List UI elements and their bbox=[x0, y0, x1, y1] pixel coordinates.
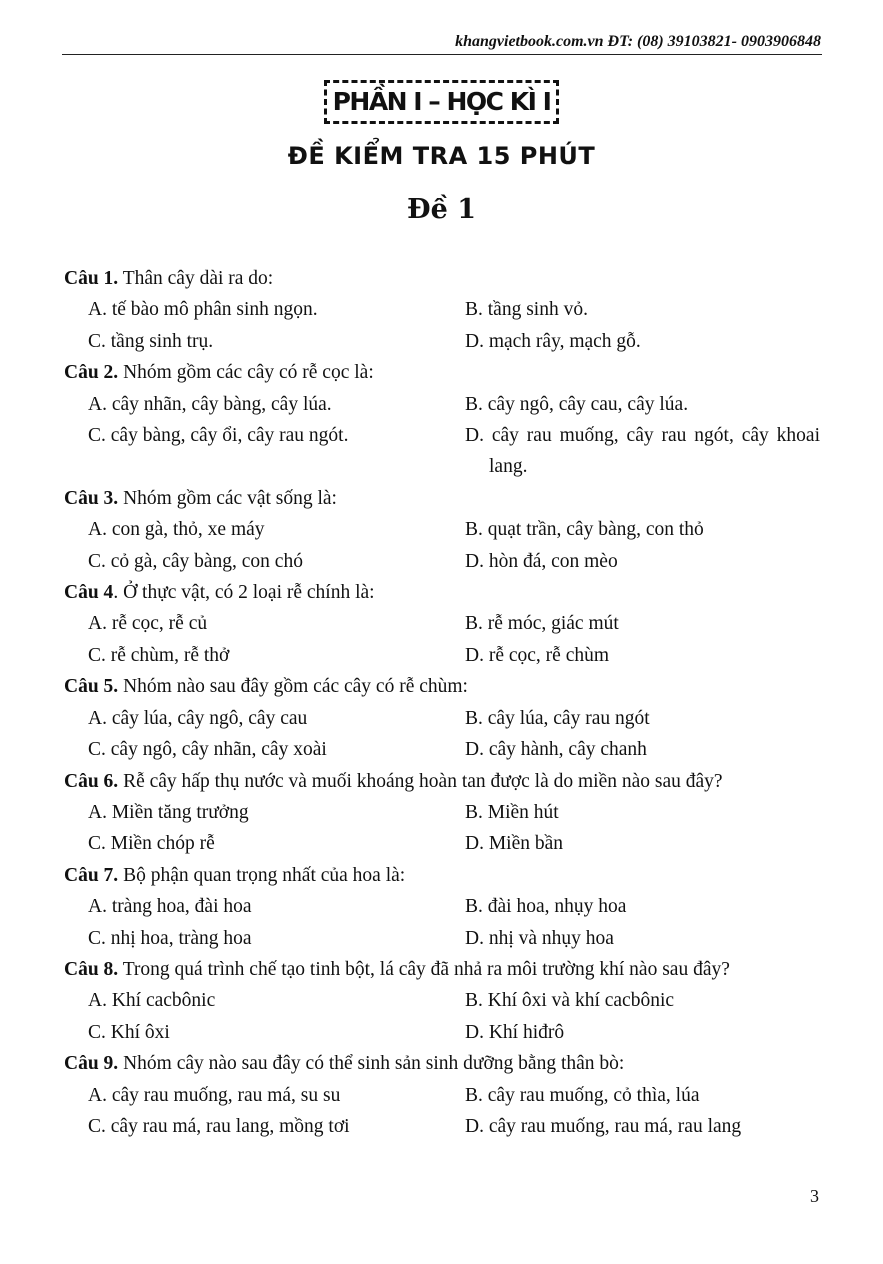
question-1 bbox=[64, 263, 820, 357]
question-stem bbox=[64, 263, 820, 294]
option-b: B. Khí ôxi và khí cacbônic bbox=[465, 990, 675, 1012]
option-b: B. quạt trần, cây bàng, con thỏ bbox=[465, 519, 704, 541]
question-stem bbox=[64, 766, 820, 797]
option-b: B. cây ngô, cây cau, cây lúa. bbox=[465, 393, 689, 415]
option-d: D. Khí hiđrô bbox=[465, 1021, 565, 1043]
page-number: 3 bbox=[810, 1186, 819, 1206]
option-a: A. Miền tăng trưởng bbox=[88, 801, 249, 823]
question-stem bbox=[64, 1048, 820, 1079]
question-text: . Ở thực vật, có 2 loại rễ chính là: bbox=[113, 582, 375, 604]
option-c: C. Khí ôxi bbox=[88, 1021, 170, 1043]
option-a: A. rễ cọc, rễ củ bbox=[88, 613, 208, 635]
question-5 bbox=[64, 671, 820, 765]
question-stem bbox=[64, 577, 820, 608]
question-text: Rễ cây hấp thụ nước và muối khoáng hoàn tan được là do miền nào sau đây? bbox=[118, 770, 723, 792]
option-b: B. cây rau muống, cỏ thìa, lúa bbox=[465, 1084, 700, 1106]
option-c: C. cây ngô, cây nhãn, cây xoài bbox=[88, 739, 327, 761]
answer-options bbox=[64, 985, 820, 1048]
option-a: A. tràng hoa, đài hoa bbox=[88, 896, 252, 918]
question-stem bbox=[64, 671, 820, 702]
question-text: Bộ phận quan trọng nhất của hoa là: bbox=[118, 864, 406, 886]
question-text: Nhóm gồm các cây có rễ cọc là: bbox=[118, 362, 374, 384]
option-c: C. cây rau má, rau lang, mồng tơi bbox=[88, 1115, 350, 1137]
question-number: Câu 5. bbox=[64, 676, 119, 698]
question-number: Câu 8. bbox=[64, 958, 119, 980]
question-list bbox=[64, 263, 820, 1142]
question-3 bbox=[64, 483, 820, 577]
question-text: Thân cây dài ra do: bbox=[118, 268, 274, 289]
question-9 bbox=[64, 1048, 820, 1142]
answer-options bbox=[64, 891, 820, 954]
page-header: khangvietbook.com.vn ĐT: (08) 39103821- 0903906848 bbox=[455, 33, 821, 50]
question-number: Câu 2. bbox=[64, 362, 119, 384]
question-2 bbox=[64, 357, 820, 483]
option-d: D. cây rau muống, rau má, rau lang bbox=[465, 1115, 742, 1137]
option-a: A. con gà, thỏ, xe máy bbox=[88, 519, 265, 541]
option-c: C. tầng sinh trụ. bbox=[88, 330, 214, 352]
option-d: D. nhị và nhụy hoa bbox=[465, 927, 614, 949]
question-number: Câu 3. bbox=[64, 487, 119, 509]
option-a: A. cây rau muống, rau má, su su bbox=[88, 1084, 341, 1106]
question-number: Câu 9. bbox=[64, 1053, 119, 1075]
answer-options bbox=[64, 514, 820, 577]
option-a: A. tế bào mô phân sinh ngọn. bbox=[88, 299, 318, 321]
option-c: C. rễ chùm, rễ thở bbox=[88, 644, 230, 666]
option-d: D. cây hành, cây chanh bbox=[465, 739, 647, 761]
answer-options bbox=[64, 703, 820, 766]
option-b: B. tầng sinh vỏ. bbox=[465, 299, 588, 321]
answer-options bbox=[64, 1080, 820, 1143]
option-b: B. rễ móc, giác mút bbox=[465, 613, 619, 635]
option-c: C. nhị hoa, tràng hoa bbox=[88, 927, 252, 949]
question-text: Trong quá trình chế tạo tinh bột, lá cây đã nhả ra môi trường khí nào sau đây? bbox=[118, 958, 730, 980]
exam-title: ĐỀ KIỂM TRA 15 PHÚT bbox=[287, 142, 596, 170]
option-c: C. Miền chóp rễ bbox=[88, 833, 215, 855]
question-text: Nhóm nào sau đây gồm các cây có rễ chùm: bbox=[118, 676, 468, 698]
option-d: D. hòn đá, con mèo bbox=[465, 550, 618, 572]
answer-options bbox=[64, 294, 820, 357]
question-4 bbox=[64, 577, 820, 671]
option-d: D. Miền bần bbox=[465, 833, 564, 855]
option-d: D. mạch rây, mạch gỗ. bbox=[465, 330, 641, 352]
question-text: Nhóm gồm các vật sống là: bbox=[118, 487, 337, 509]
option-b: B. cây lúa, cây rau ngót bbox=[465, 707, 650, 729]
answer-options bbox=[64, 389, 820, 483]
option-d: D. rễ cọc, rễ chùm bbox=[465, 644, 610, 666]
question-8 bbox=[64, 954, 820, 1048]
question-stem bbox=[64, 483, 820, 514]
section-title-container bbox=[0, 80, 883, 124]
question-6 bbox=[64, 766, 820, 860]
option-c: C. cây bàng, cây ổi, cây rau ngót. bbox=[88, 425, 349, 447]
question-text: Nhóm cây nào sau đây có thể sinh sản sinh dưỡng bằng thân bò: bbox=[118, 1053, 625, 1075]
question-7 bbox=[64, 860, 820, 954]
option-a: A. cây lúa, cây ngô, cây cau bbox=[88, 707, 308, 729]
question-stem bbox=[64, 357, 820, 388]
question-number: Câu 6. bbox=[64, 770, 119, 792]
option-c: C. cỏ gà, cây bàng, con chó bbox=[88, 550, 303, 572]
option-b: B. Miền hút bbox=[465, 801, 559, 823]
question-number: Câu 7. bbox=[64, 864, 119, 886]
option-d: D. cây rau muống, cây rau ngót, cây khoai lang. bbox=[465, 425, 820, 478]
option-a: A. Khí cacbônic bbox=[88, 990, 216, 1012]
question-stem bbox=[64, 860, 820, 891]
answer-options bbox=[64, 797, 820, 860]
option-a: A. cây nhãn, cây bàng, cây lúa. bbox=[88, 393, 332, 415]
question-number: Câu 1. bbox=[64, 268, 119, 289]
answer-options bbox=[64, 608, 820, 671]
exam-number: Đề 1 bbox=[407, 194, 476, 225]
header-divider bbox=[62, 54, 822, 55]
option-b: B. đài hoa, nhụy hoa bbox=[465, 896, 627, 918]
question-stem bbox=[64, 954, 820, 985]
section-title: PHẦN I – HỌC KÌ I bbox=[324, 80, 560, 124]
question-number: Câu 4 bbox=[64, 582, 114, 604]
